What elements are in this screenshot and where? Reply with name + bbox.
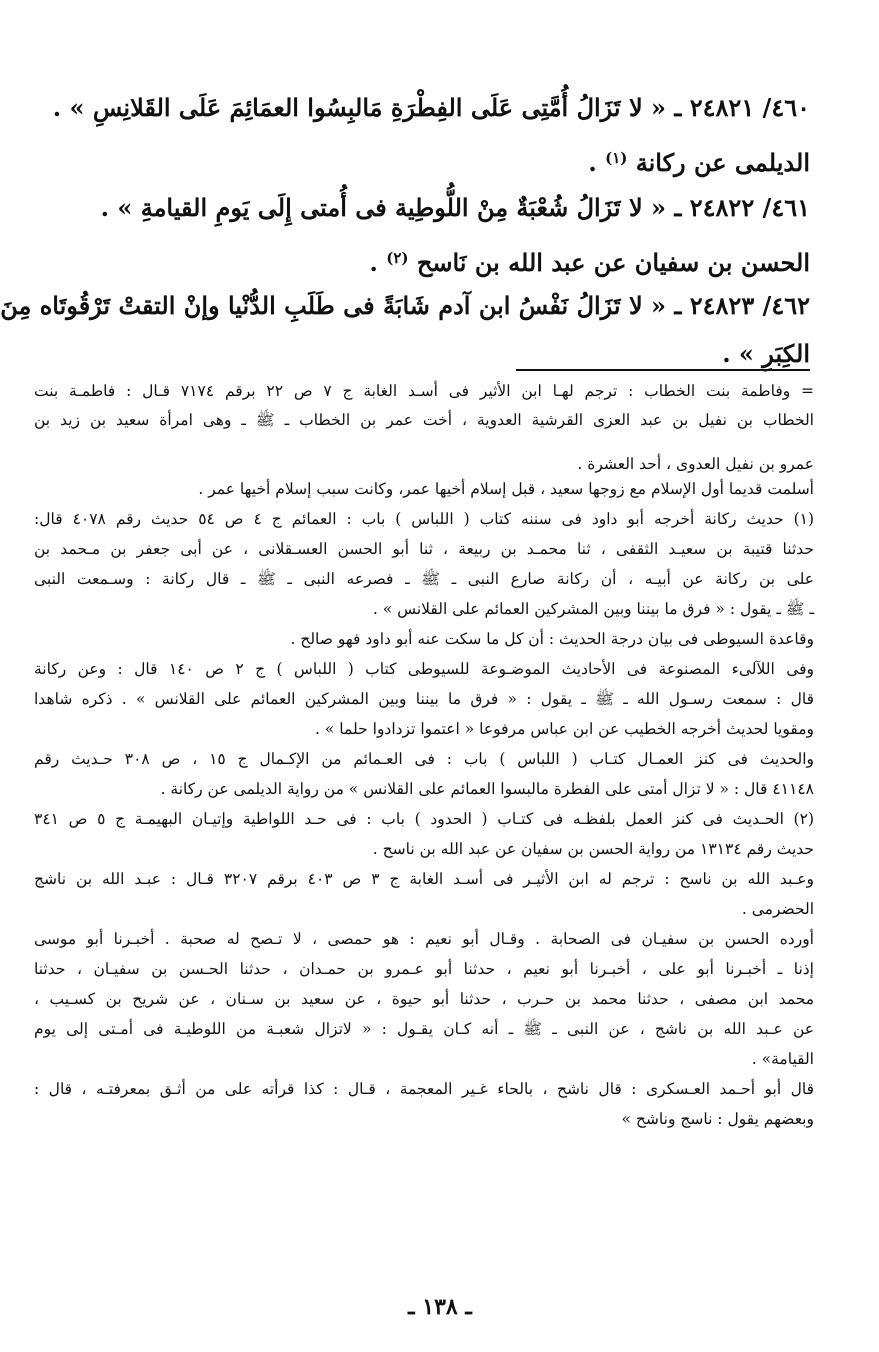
footnote-line: أورده الحسن بن سفيـان فى الصحابة . وقـال أبو نعيم : هو حمصى ، لا تـصح له صحبة . أخبـرنا أبو موسى: [34, 930, 814, 948]
footnote-line: الخطاب بن نفيل بن عبد العزى القرشية العدوية ، أخت عمر بن الخطاب ـ ﷺ ـ وهى امرأة سعيد بن زيد بن: [34, 411, 814, 429]
hadith-source-460: [44, 138, 810, 183]
footnote-line: (٢) الحـديث فى كنز العمل بلفظـه فى كتـاب ( الحدود ) باب : فى حـد اللواطية وإتيـان البهيمـة ج ٥ ص ٣٤١: [34, 810, 814, 828]
footnote-line: على بن ركانة عن أبيـه ، أن ركانة صارع النبى ـ ﷺ ـ فصرعه النبى ـ ﷺ ـ قال ركانة : وسـمعت النبى: [34, 570, 814, 588]
hadith-line-462-cont: الكِبَرِ » .: [722, 339, 810, 368]
footnote-ref-1[interactable]: (١): [605, 149, 628, 167]
hadith-source-461: [44, 238, 810, 283]
footnote-line: وبعضهم يقول : ناسج وناشح »: [621, 1110, 814, 1128]
footnote-line: عن عـبد الله بن ناشج ، عن النبى ـ ﷺ ـ أنه كـان يقـول : « لاتزال شعبـة من اللوطيـة فى أمـتى إلى يوم: [34, 1020, 814, 1038]
footnote-line: ٤١١٤٨ قال : « لا تزال أمتى على الفطرة مالبسوا العمائم على القلانس » من رواية الديلمى عن ركانة .: [160, 780, 814, 798]
source-text: الديلمى عن ركانة: [635, 148, 810, 177]
footnote-line: حدثنا قتيبة بن سعيـد الثقفى ، ثنا محمـد بن ربيعة ، ثنا أبو الحسن العسـقلانى ، عن أبى جعفر بن مـحمد بن: [34, 540, 814, 558]
footnote-line: وعـبد الله بن ناسح : ترجم له ابن الأثيـر فى أسـد الغابة ج ٣ ص ٤٠٣ برقم ٣٢٠٧ قـال : عبـد الله بن ناشج: [34, 870, 815, 888]
footnote-line: حديث رقم ١٣١٣٤ من رواية الحسن بن سفيان عن عبد الله بن ناسح .: [372, 840, 814, 858]
footnote-line: محمد ابن مصفى ، حدثنا محمد بن حـرب ، حدثنا أبو حيوة ، عن سعيد بن سـنان ، عن شريح بن كسـيب ،: [34, 990, 814, 1008]
line-end: .: [588, 148, 606, 177]
footnote-line: الحضرمى .: [741, 900, 814, 918]
source-text: الحسن بن سفيان عن عبد الله بن نَاسح: [416, 248, 810, 277]
footnote-line: (١) حديث ركانة أخرجه أبو داود فى سننه كتاب ( اللباس ) باب : العمائم ج ٤ ص ٥٤ حديث رقم ٤٠٧٨ قال:: [34, 510, 815, 528]
footnote-line: ـ ﷺ ـ يقول : « فرق ما بيننا وبين المشركين العمائم على القلانس » .: [372, 600, 814, 618]
footnote-line: وقاعدة السيوطى فى بيان درجة الحديث : أن كل ما سكت عنه أبو داود فهو صالح .: [290, 630, 814, 648]
footnote-line: وفى اللآلىء المصنوعة فى الأحاديث الموضـوعة للسيوطى كتاب ( اللباس ) ج ٢ ص ١٤٠ قال : وعن ركانة: [34, 660, 815, 678]
footnote-line: والحديث فى كنز العمـال كتـاب ( اللباس ) باب : فى العـمائم من الإكـمال ج ١٥ ، ص ٣٠٨ حـديث رقم: [34, 750, 815, 768]
footnote-line: قال : سمعت رسـول الله ـ ﷺ ـ يقول : « فرق ما بيننا وبين المشركين العمائم على القلانس » . ذكره شاهدا: [34, 690, 814, 708]
footnote-separator: [516, 369, 810, 371]
footnote-line: قال أبو أحـمد العـسكرى : قال ناشح ، بالحاء غـير المعجمة ، قـال : كذا قرأته على من أثـق بمعرفتـه ، قال :: [34, 1080, 814, 1098]
footnote-line: إذنا ـ أخبـرنا أبو على ، أخبـرنا أبو نعيم ، حدثنا أبو عـمرو بن حمـدان ، حدثنا الحـسن بن سفيـان ، حدثنا: [34, 960, 814, 978]
page-number: ـ ١٣٨ ـ: [408, 1294, 472, 1320]
line-end: .: [369, 248, 387, 277]
hadith-line-462: ٤٦٢/ ٢٤٨٢٣ ـ « لا تَزَالُ نَفْسُ ابن آدم شَابَةً فى طَلَبِ الدُّنْيا وإنْ التقتْ تَرْقُوتَاه مِنَ: [0, 291, 810, 320]
footnote-line: أسلمت قديما أول الإسلام مع زوجها سعيد ، قبل إسلام أخيها عمر، وكانت سبب إسلام أخيها عمر .: [198, 480, 814, 498]
hadith-line-460: ٤٦٠/ ٢٤٨٢١ ـ « لا تَزَالُ أُمَّتِى عَلَى الفِطْرَةِ مَالبِسُوا العمَائِمَ عَلَى القَلانِسِ » .: [52, 93, 810, 122]
footnote-ref-2[interactable]: (٢): [386, 249, 409, 267]
footnote-line: عمرو بن نفيل العدوى ، أحد العشرة .: [577, 455, 814, 473]
footnote-line: = وفاطمة بنت الخطاب : ترجم لهـا ابن الأثير فى أسـد الغابة ج ٧ ص ٢٢ برقم ٧١٧٤ قـال : فاطمـة بنت: [34, 382, 814, 400]
hadith-line-461: ٤٦١/ ٢٤٨٢٢ ـ « لا تَزَالُ شُعْبَةٌ مِنْ اللُّوطِية فى أُمتى إِلَى يَومِ القيامةِ » .: [100, 193, 810, 222]
footnote-line: ومقويا لحديث أخرجه الخطيب عن ابن عباس مرفوعا « اعتموا تزدادوا حلما » .: [315, 720, 814, 738]
footnote-line: القيامة» .: [751, 1050, 814, 1068]
